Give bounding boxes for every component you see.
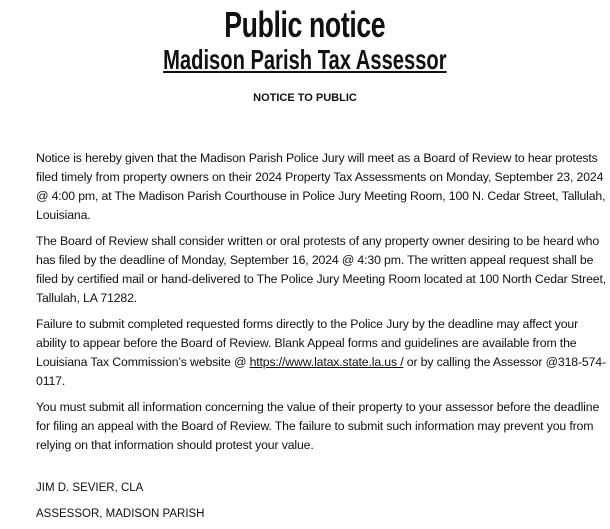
notice-title: Public notice (224, 4, 386, 45)
latax-link[interactable]: https://www.latax.state.la.us / (249, 355, 404, 369)
signature-title: ASSESSOR, MADISON PARISH (36, 508, 205, 520)
notice-body (36, 149, 608, 462)
paragraph-information: You must submit all information concerning the value of their property to your assessor before the deadline for filing an appeal with the Board of Review. The failure to submit such information may prevent you from relying on that information should protest your value. (36, 400, 600, 452)
notice-subtitle: Madison Parish Tax Assessor (163, 44, 447, 75)
signature-name: JIM D. SEVIER, CLA (36, 482, 144, 494)
paragraph-protests: The Board of Review shall consider written or oral protests of any property owner desiring to be heard who has filed by the deadline of Monday, September 16, 2024 @ 4:30 pm. The written appeal request shall be filed by certified mail or hand-delivered to The Police Jury Meeting Room located at 100 North Cedar Street, Tallulah, LA 71282. (36, 234, 607, 305)
paragraph-forms: Failure to submit completed requested forms directly to the Police Jury by the deadline may affect your ability to appear before the Board of Review. Blank Appeal forms and guidelines are available from the Louisiana Tax Commission’s website @ https://www.latax.state.la.us / or by calling the Assessor @318-574-0117. (36, 317, 606, 388)
paragraph-meeting: Notice is hereby given that the Madison Parish Police Jury will meet as a Board of Review to hear protests filed timely from property owners on their 2024 Property Tax Assessments on Monday, September 23, 2024 @ 4:00 pm, at The Madison Parish Courthouse in Police Jury Meeting Room, 100 N. Cedar Street, Tallulah, Louisiana. (36, 151, 606, 222)
notice-heading: NOTICE TO PUBLIC (253, 92, 357, 104)
